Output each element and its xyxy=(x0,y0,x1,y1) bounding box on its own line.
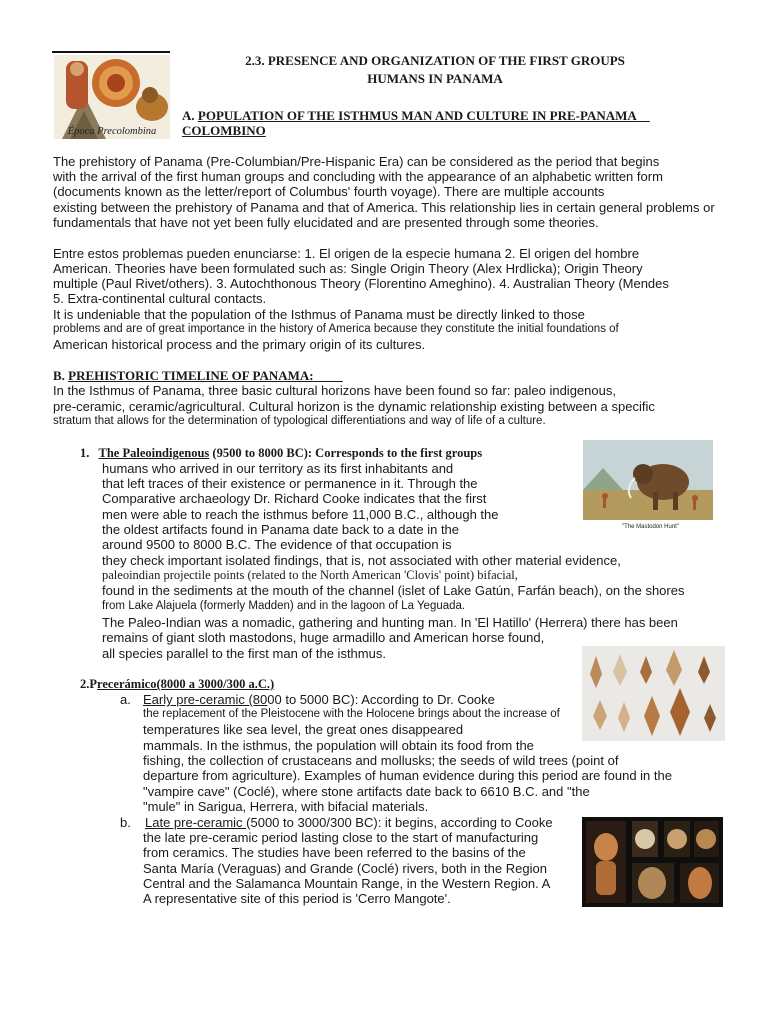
section-b-intro: stratum that allows for the determination of typological differentiations and way of life of a culture. xyxy=(53,415,546,427)
para3-line: It is undeniable that the population of the Isthmus of Panama must be directly linked to those xyxy=(53,307,585,322)
item2a-line: fishing, the collection of crustaceans and mollusks; the seeds of wild trees (point of xyxy=(143,753,619,768)
item2a-line: "mule" in Sarigua, Herrera, with bifacial materials. xyxy=(143,799,429,814)
section-a-heading-text: POPULATION OF THE ISTHMUS MAN AND CULTURE IN PRE-PANAMA xyxy=(197,108,637,123)
para2-line: multiple (Paul Rivet/others). 3. Autochthonous Theory (Florentino Ameghino). 4. Australian Theory (Mendes xyxy=(53,276,669,291)
item1-heading-rest: (9500 to 8000 BC): Corresponds to the first groups xyxy=(209,446,483,460)
para1-line: with the arrival of the first human groups and concluding with the appearance of an alphabetic written form xyxy=(53,169,663,184)
header-rule xyxy=(52,51,170,53)
item2a-line: mammals. In the isthmus, the population will obtain its food from the xyxy=(143,738,534,753)
item2b-title: Late pre-ceramic xyxy=(145,815,247,830)
section-b-intro: In the Isthmus of Panama, three basic cultural horizons have been found so far: paleo indigenous, xyxy=(53,383,616,398)
para1-line: existing between the prehistory of Panama and that of America. This relationship lies in certain general problems or xyxy=(53,200,715,215)
para3-line: problems and are of great importance in the history of America because they constitute the initial foundations of xyxy=(53,323,619,335)
item1-line: found in the sediments at the mouth of the channel (islet of Lake Gatún, Farfán beach), on the shores xyxy=(102,583,685,598)
item1-heading xyxy=(80,446,482,461)
item1-line: men were able to reach the isthmus before 11,000 B.C., although the xyxy=(102,507,499,522)
para2-line: 5. Extra-continental cultural contacts. xyxy=(53,291,267,306)
para2-line: Entre estos problemas pueden enunciarse: 1. El origen de la especie humana 2. El origen del hombre xyxy=(53,246,640,261)
item1-title: The Paleoindigenous xyxy=(98,446,210,460)
item2a-title: Early pre-ceramic (80 xyxy=(143,692,268,707)
mastodon-caption: "The Mastodon Hunt" xyxy=(622,524,679,530)
page-title-line1: 2.3. PRESENCE AND ORGANIZATION OF THE FIRST GROUPS xyxy=(245,53,625,68)
item2b-title-rest: (5000 to 3000/300 BC): it begins, according to Cooke xyxy=(246,815,553,830)
section-a-heading xyxy=(182,108,650,123)
item2b-line: A representative site of this period is 'Cerro Mangote'. xyxy=(143,891,451,906)
item1-line: the oldest artifacts found in Panama date back to a date in the xyxy=(102,522,460,537)
ceramic-figurines-image xyxy=(582,817,723,907)
para3-line: American historical process and the primary origin of its cultures. xyxy=(53,337,426,352)
item2a-letter: a. xyxy=(120,692,131,707)
item2-heading-text: recerámico(8000 a 3000/300 a.C.) xyxy=(97,677,275,691)
projectile-points-image xyxy=(582,646,725,741)
section-a-heading-line2: COLOMBINO xyxy=(182,123,266,138)
item1-line: they check important isolated findings, that is, not associated with other material evidence, xyxy=(102,553,621,568)
item1-line: around 9500 to 8000 B.C. The evidence of that occupation is xyxy=(102,537,452,552)
item2a-line: the replacement of the Pleistocene with the Holocene brings about the increase of xyxy=(143,708,560,720)
item2b-letter: b. xyxy=(120,815,131,830)
item2-heading-prefix: 2.P xyxy=(80,677,98,691)
item1-number: 1. xyxy=(80,446,90,460)
item1-line: humans who arrived in our territory as its first inhabitants and xyxy=(102,461,454,476)
section-b-heading-text: PREHISTORIC TIMELINE OF PANAMA: xyxy=(68,368,314,383)
section-b-prefix: B. xyxy=(53,368,69,383)
item2b-line: Central and the Salamanca Mountain Range, in the Western Region. A xyxy=(143,876,551,891)
item2b-line: from ceramics. The studies have been referred to the basins of the xyxy=(143,845,526,860)
item2b-line: the late pre-ceramic period lasting close to the start of manufacturing xyxy=(143,830,539,845)
item2a-line: temperatures like sea level, the great ones disappeared xyxy=(143,722,464,737)
item2a-title-rest: 00 to 5000 BC): According to Dr. Cooke xyxy=(267,692,495,707)
para2-line: American. Theories have been formulated such as: Single Origin Theory (Alex Hrdlicka); Origin Theory xyxy=(53,261,643,276)
item1-line: remains of giant sloth mastodons, huge armadillo and American horse found, xyxy=(102,630,545,645)
section-a-prefix: A. xyxy=(182,108,198,123)
section-b-heading xyxy=(53,368,343,383)
item2b-heading xyxy=(145,815,553,830)
logo-caption: Época Precolombina xyxy=(67,126,157,137)
item1-line: The Paleo-Indian was a nomadic, gathering and hunting man. In 'El Hatillo' (Herrera) there has been xyxy=(102,615,678,630)
item2a-line: "vampire cave" (Coclé), where stone artifacts date back to 6610 B.C. and "the xyxy=(143,784,590,799)
section-b-intro: pre-ceramic, ceramic/agricultural. Cultural horizon is the dynamic relationship existing between a specific xyxy=(53,399,655,414)
item1-serif-line: paleoindian projectile points (related to the North American 'Clovis' point) bifacial, xyxy=(102,568,518,582)
mastodon-hunt-image xyxy=(583,440,713,520)
para1-line: The prehistory of Panama (Pre-Columbian/Pre-Hispanic Era) can be considered as the period that begins xyxy=(53,154,660,169)
para1-line: fundamentals that have not yet been fully elucidated and are presented through some theories. xyxy=(53,215,599,230)
item2-heading xyxy=(80,677,274,692)
item1-line: from Lake Alajuela (formerly Madden) and in the lagoon of La Yeguada. xyxy=(102,600,466,612)
item2b-line: Santa María (Veraguas) and Grande (Coclé) rivers, both in the Region xyxy=(143,861,547,876)
item1-line: Comparative archaeology Dr. Richard Cooke indicates that the first xyxy=(102,491,487,506)
item2a-line: departure from agriculture). Examples of human evidence during this period are found in the xyxy=(143,768,672,783)
para1-line: (documents known as the letter/report of Columbus' fourth voyage). There are multiple accounts xyxy=(53,184,605,199)
item1-line: all species parallel to the first man of the isthmus. xyxy=(102,646,386,661)
item2a-heading xyxy=(143,692,495,707)
item1-line: that left traces of their existence or permanence in it. Through the xyxy=(102,476,478,491)
page-title-line2: HUMANS IN PANAMA xyxy=(367,71,503,86)
